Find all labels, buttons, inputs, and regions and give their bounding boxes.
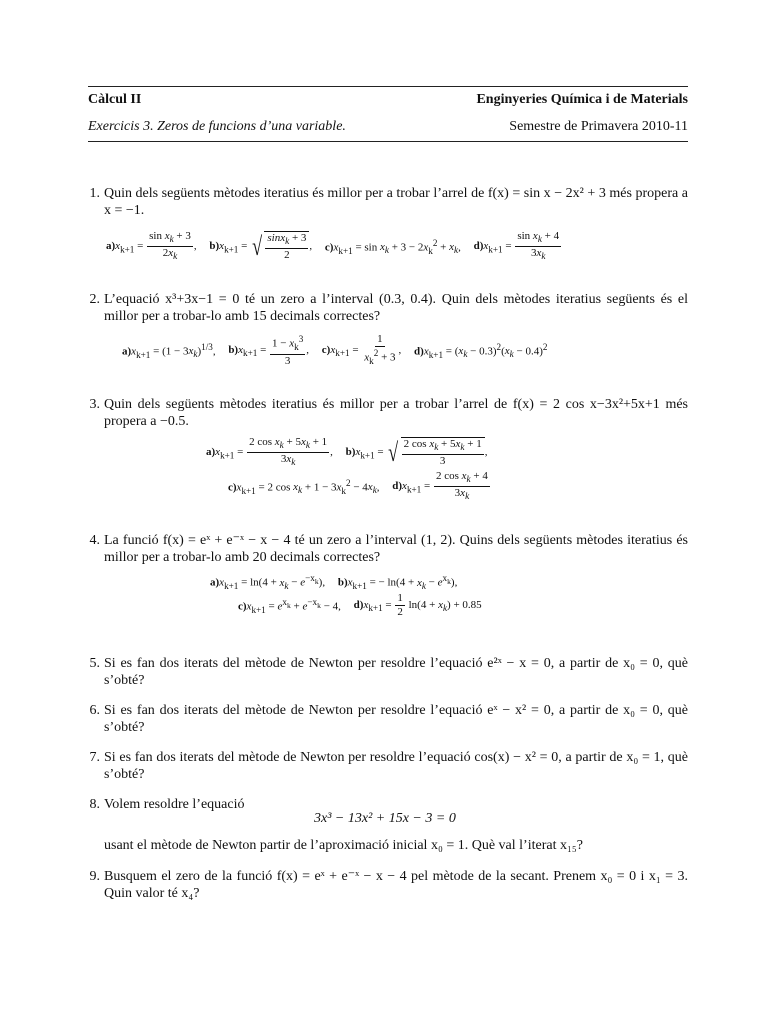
option-label: b): [209, 240, 220, 253]
option-label: c): [238, 600, 247, 613]
option-d: $d)x_{k+1}$ = $\frac{2 \cos x_k + 4}{3x_k}$: [392, 470, 488, 502]
option-label: c): [324, 241, 334, 254]
exercise-text: Quin dels següents mètodes iteratius és millor per a trobar l’arrel de f(x) = 2 cos x−3x²+5x+1 més propera a −0.5.: [104, 397, 688, 429]
option-label: b): [228, 343, 239, 356]
header-top-rule: [88, 86, 688, 87]
option-a: $a)x_{k+1}$ = $\frac{2 \cos x_k + 5x_k + 1}{3x_k}$ ,: [206, 436, 333, 468]
header-bottom-rule: [88, 141, 688, 142]
program-title: Enginyeries Química i de Materials: [476, 92, 688, 107]
exercise-text: Quin dels següents mètodes iteratius és millor per a trobar l’arrel de f(x) = sin x − 2x² + 3 més propera a x = −1.: [104, 186, 688, 218]
option-b: $b)x_{k+1}$ = − $\ln(4 + x_k - e^{x_k})$,: [337, 573, 458, 591]
option-label: c): [228, 481, 237, 494]
exercise-text-after: usant el mètode de Newton partir de l’aproximació inicial x₀ = 1. Què val l’iterat x₁₅?: [104, 838, 583, 853]
semester-label: Semestre de Primavera 2010-11: [509, 119, 688, 134]
option-c: $c)x_{k+1}$ = $\frac{1}{x_k^2 + 3}$ ,: [321, 333, 402, 366]
exercise-number: 2.: [89, 292, 100, 307]
exercise-text: La funció f(x) = eˣ + e⁻ˣ − x − 4 té un zero a l’interval (1, 2). Quins dels següents mètodes iteratius és millor per a trobar-lo amb 20 decimals correctes?: [104, 533, 688, 565]
exercise-3-options-row2: [228, 470, 501, 503]
exercise-3-options-row1: [206, 436, 497, 469]
exercise-text: Volem resoldre l’equació: [104, 797, 245, 812]
option-a: $a)x_{k+1}$ = $\frac{\sin x_k + 3}{2x_k}$ ,: [106, 230, 197, 262]
exercise-number: 9.: [89, 869, 100, 884]
exercise-8-equation: 3x³ − 13x² + 15x − 3 = 0: [314, 811, 456, 826]
exercise-text: Si es fan dos iterats del mètode de Newton per resoldre l’equació cos(x) − x² = 0, a partir de x₀ = 1, què s’obté?: [104, 750, 688, 782]
option-d: $d)x_{k+1} = (x_k - 0.3)^2(x_k - 0.4)^2$: [414, 341, 548, 360]
exercise-number: 7.: [89, 750, 100, 765]
exercise-number: 8.: [89, 797, 100, 812]
option-label: d): [353, 599, 364, 612]
option-label: d): [414, 345, 424, 358]
option-label: a): [210, 576, 220, 589]
course-title: Càlcul II: [88, 92, 142, 107]
option-label: d): [473, 240, 484, 253]
option-label: d): [392, 480, 403, 493]
exercise-sheet: [88, 0, 688, 1024]
option-c: $c)x_{k+1} = e^{x_k} + e^{-x_k} - 4$,: [238, 596, 341, 615]
option-b: $b)x_{k+1}$ = $\frac{1 - x_k^3}{3}$ ,: [228, 334, 310, 367]
option-label: b): [337, 576, 348, 589]
option-d: $d)x_{k+1}$ = $\frac{1}{2}$ $\ln(4 + x_k) + 0.85$: [353, 592, 482, 618]
exercise-4-options-row1: [210, 573, 467, 591]
exercise-text: Si es fan dos iterats del mètode de Newton per resoldre l’equació eˣ − x² = 0, a partir de x₀ = 0, què s’obté?: [104, 703, 688, 735]
option-b: $b)x_{k+1}$ = √ $\frac{\sin x_k + 3}{2}$ ,: [209, 231, 313, 262]
option-label: c): [321, 343, 331, 356]
exercise-number: 1.: [89, 186, 100, 201]
option-a: $a)x_{k+1} = (1 - 3x_k)^{1/3}$,: [122, 341, 216, 360]
exercise-text: L’equació x³+3x−1 = 0 té un zero a l’interval (0.3, 0.4). Quin dels mètodes iteratius següents és el millor per a trobar-lo amb 15 decimals correctes?: [104, 292, 688, 324]
sheet-subtitle: Exercicis 3. Zeros de funcions d’una variable.: [88, 119, 346, 134]
exercise-number: 4.: [89, 533, 100, 548]
exercise-4-options-row2: [238, 592, 492, 619]
option-c: $c)x_{k+1} = 2$ $\cos x_k + 1 - 3x_k^2 - 4x_k$,: [228, 477, 380, 496]
exercise-number: 3.: [89, 397, 100, 412]
exercise-number: 6.: [89, 703, 100, 718]
option-b: $b)x_{k+1}$ = √ $\frac{2 \cos x_k + 5x_k + 1}{3}$ ,: [345, 437, 488, 468]
exercise-number: 5.: [89, 656, 100, 671]
exercise-text: Busquem el zero de la funció f(x) = eˣ + e⁻ˣ − x − 4 pel mètode de la secant. Prenem x₀ = 0 i x₁ = 3. Quin valor té x₄?: [104, 869, 688, 901]
exercise-text: Si es fan dos iterats del mètode de Newton per resoldre l’equació e²ˣ − x = 0, a partir de x₀ = 0, què s’obté?: [104, 656, 688, 688]
option-a: $a)x_{k+1} = \ln(4 + x_k - e^{-x_k})$,: [210, 573, 326, 591]
option-c: $c)x_{k+1} = \sin x_k + 3 - 2x_k^2 + x_k$,: [324, 237, 461, 256]
exercise-2-options: [122, 333, 557, 368]
exercise-1-options: [106, 230, 572, 263]
option-label: a): [122, 345, 132, 358]
option-label: a): [206, 446, 216, 459]
option-label: a): [106, 240, 116, 253]
option-label: b): [345, 446, 356, 459]
option-d: $d)x_{k+1}$ = $\frac{\sin x_k + 4}{3x_k}$: [473, 230, 560, 262]
